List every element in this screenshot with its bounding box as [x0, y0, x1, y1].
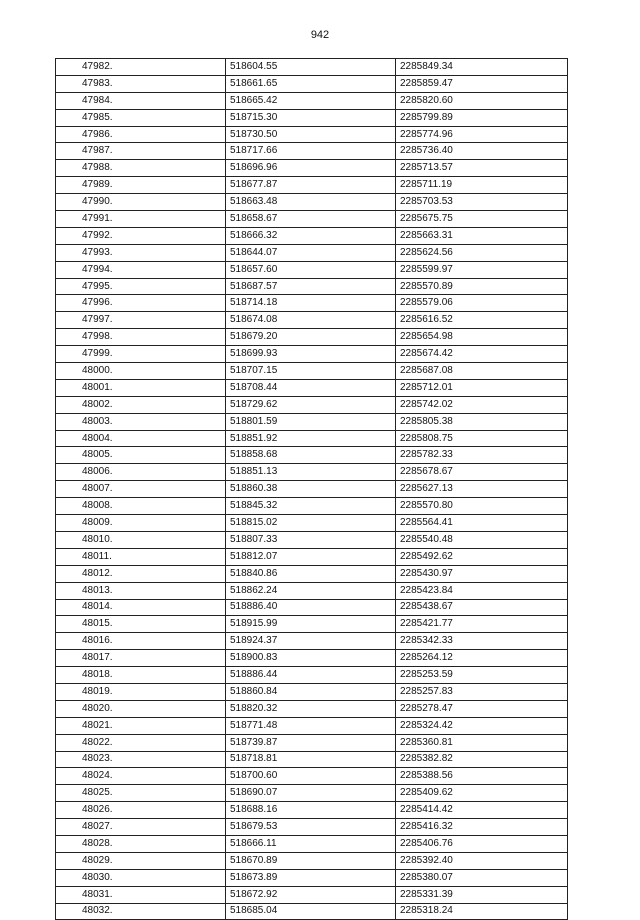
x-coordinate-cell: 518886.44 [226, 667, 396, 684]
x-coordinate-cell: 518666.11 [226, 835, 396, 852]
table-row [56, 447, 568, 464]
y-coordinate-cell: 2285423.84 [396, 582, 568, 599]
table-row [56, 227, 568, 244]
x-coordinate-cell: 518687.57 [226, 278, 396, 295]
y-coordinate-cell: 2285438.67 [396, 599, 568, 616]
table-row [56, 819, 568, 836]
point-number-cell: 48025. [56, 785, 226, 802]
x-coordinate-cell: 518604.55 [226, 59, 396, 76]
point-number-cell: 47996. [56, 295, 226, 312]
x-coordinate-cell: 518661.65 [226, 75, 396, 92]
point-number-cell: 48016. [56, 633, 226, 650]
x-coordinate-cell: 518672.92 [226, 886, 396, 903]
y-coordinate-cell: 2285324.42 [396, 717, 568, 734]
table-row [56, 177, 568, 194]
x-coordinate-cell: 518915.99 [226, 616, 396, 633]
x-coordinate-cell: 518730.50 [226, 126, 396, 143]
x-coordinate-cell: 518690.07 [226, 785, 396, 802]
y-coordinate-cell: 2285674.42 [396, 346, 568, 363]
table-row [56, 548, 568, 565]
point-number-cell: 48027. [56, 819, 226, 836]
table-row [56, 531, 568, 548]
y-coordinate-cell: 2285416.32 [396, 819, 568, 836]
y-coordinate-cell: 2285599.97 [396, 261, 568, 278]
point-number-cell: 48001. [56, 379, 226, 396]
point-number-cell: 48032. [56, 903, 226, 920]
point-number-cell: 47993. [56, 244, 226, 261]
coordinates-table-body [56, 59, 568, 920]
y-coordinate-cell: 2285616.52 [396, 312, 568, 329]
table-row [56, 802, 568, 819]
table-row [56, 498, 568, 515]
y-coordinate-cell: 2285627.13 [396, 481, 568, 498]
table-row [56, 768, 568, 785]
point-number-cell: 48008. [56, 498, 226, 515]
x-coordinate-cell: 518860.38 [226, 481, 396, 498]
table-row [56, 734, 568, 751]
point-number-cell: 48011. [56, 548, 226, 565]
point-number-cell: 48020. [56, 700, 226, 717]
x-coordinate-cell: 518771.48 [226, 717, 396, 734]
table-row [56, 430, 568, 447]
table-row [56, 835, 568, 852]
x-coordinate-cell: 518924.37 [226, 633, 396, 650]
x-coordinate-cell: 518815.02 [226, 515, 396, 532]
y-coordinate-cell: 2285808.75 [396, 430, 568, 447]
y-coordinate-cell: 2285492.62 [396, 548, 568, 565]
point-number-cell: 48000. [56, 363, 226, 380]
table-row [56, 75, 568, 92]
table-row [56, 92, 568, 109]
point-number-cell: 48023. [56, 751, 226, 768]
y-coordinate-cell: 2285540.48 [396, 531, 568, 548]
point-number-cell: 47997. [56, 312, 226, 329]
x-coordinate-cell: 518851.13 [226, 464, 396, 481]
point-number-cell: 48026. [56, 802, 226, 819]
point-number-cell: 48003. [56, 413, 226, 430]
y-coordinate-cell: 2285331.39 [396, 886, 568, 903]
point-number-cell: 48009. [56, 515, 226, 532]
table-row [56, 363, 568, 380]
x-coordinate-cell: 518688.16 [226, 802, 396, 819]
x-coordinate-cell: 518718.81 [226, 751, 396, 768]
table-row [56, 751, 568, 768]
point-number-cell: 48004. [56, 430, 226, 447]
x-coordinate-cell: 518715.30 [226, 109, 396, 126]
x-coordinate-cell: 518862.24 [226, 582, 396, 599]
table-row [56, 633, 568, 650]
table-row [56, 700, 568, 717]
point-number-cell: 47994. [56, 261, 226, 278]
y-coordinate-cell: 2285820.60 [396, 92, 568, 109]
x-coordinate-cell: 518812.07 [226, 548, 396, 565]
point-number-cell: 48019. [56, 683, 226, 700]
y-coordinate-cell: 2285430.97 [396, 565, 568, 582]
y-coordinate-cell: 2285414.42 [396, 802, 568, 819]
table-row [56, 211, 568, 228]
point-number-cell: 47987. [56, 143, 226, 160]
point-number-cell: 47995. [56, 278, 226, 295]
y-coordinate-cell: 2285774.96 [396, 126, 568, 143]
point-number-cell: 48017. [56, 650, 226, 667]
point-number-cell: 47990. [56, 194, 226, 211]
point-number-cell: 48024. [56, 768, 226, 785]
point-number-cell: 48029. [56, 852, 226, 869]
y-coordinate-cell: 2285663.31 [396, 227, 568, 244]
table-row [56, 278, 568, 295]
point-number-cell: 48022. [56, 734, 226, 751]
point-number-cell: 48013. [56, 582, 226, 599]
x-coordinate-cell: 518900.83 [226, 650, 396, 667]
y-coordinate-cell: 2285570.89 [396, 278, 568, 295]
x-coordinate-cell: 518801.59 [226, 413, 396, 430]
point-number-cell: 48006. [56, 464, 226, 481]
point-number-cell: 47991. [56, 211, 226, 228]
y-coordinate-cell: 2285711.19 [396, 177, 568, 194]
coordinates-table [55, 58, 568, 920]
x-coordinate-cell: 518657.60 [226, 261, 396, 278]
y-coordinate-cell: 2285421.77 [396, 616, 568, 633]
table-row [56, 869, 568, 886]
table-row [56, 616, 568, 633]
point-number-cell: 48012. [56, 565, 226, 582]
table-row [56, 160, 568, 177]
table-row [56, 481, 568, 498]
table-row [56, 717, 568, 734]
y-coordinate-cell: 2285382.82 [396, 751, 568, 768]
x-coordinate-cell: 518845.32 [226, 498, 396, 515]
table-row [56, 903, 568, 920]
x-coordinate-cell: 518677.87 [226, 177, 396, 194]
x-coordinate-cell: 518851.92 [226, 430, 396, 447]
x-coordinate-cell: 518663.48 [226, 194, 396, 211]
x-coordinate-cell: 518729.62 [226, 396, 396, 413]
y-coordinate-cell: 2285318.24 [396, 903, 568, 920]
point-number-cell: 48030. [56, 869, 226, 886]
table-row [56, 852, 568, 869]
y-coordinate-cell: 2285859.47 [396, 75, 568, 92]
x-coordinate-cell: 518700.60 [226, 768, 396, 785]
x-coordinate-cell: 518707.15 [226, 363, 396, 380]
table-row [56, 59, 568, 76]
table-row [56, 683, 568, 700]
x-coordinate-cell: 518644.07 [226, 244, 396, 261]
y-coordinate-cell: 2285687.08 [396, 363, 568, 380]
y-coordinate-cell: 2285564.41 [396, 515, 568, 532]
point-number-cell: 47998. [56, 329, 226, 346]
point-number-cell: 48007. [56, 481, 226, 498]
y-coordinate-cell: 2285253.59 [396, 667, 568, 684]
x-coordinate-cell: 518840.86 [226, 565, 396, 582]
y-coordinate-cell: 2285360.81 [396, 734, 568, 751]
point-number-cell: 48014. [56, 599, 226, 616]
x-coordinate-cell: 518685.04 [226, 903, 396, 920]
x-coordinate-cell: 518679.53 [226, 819, 396, 836]
point-number-cell: 48005. [56, 447, 226, 464]
point-number-cell: 47984. [56, 92, 226, 109]
table-row [56, 329, 568, 346]
point-number-cell: 47985. [56, 109, 226, 126]
table-row [56, 785, 568, 802]
y-coordinate-cell: 2285570.80 [396, 498, 568, 515]
y-coordinate-cell: 2285278.47 [396, 700, 568, 717]
x-coordinate-cell: 518807.33 [226, 531, 396, 548]
y-coordinate-cell: 2285406.76 [396, 835, 568, 852]
y-coordinate-cell: 2285805.38 [396, 413, 568, 430]
y-coordinate-cell: 2285712.01 [396, 379, 568, 396]
y-coordinate-cell: 2285409.62 [396, 785, 568, 802]
point-number-cell: 47986. [56, 126, 226, 143]
point-number-cell: 48031. [56, 886, 226, 903]
x-coordinate-cell: 518714.18 [226, 295, 396, 312]
point-number-cell: 47983. [56, 75, 226, 92]
table-row [56, 244, 568, 261]
x-coordinate-cell: 518665.42 [226, 92, 396, 109]
x-coordinate-cell: 518666.32 [226, 227, 396, 244]
y-coordinate-cell: 2285392.40 [396, 852, 568, 869]
x-coordinate-cell: 518696.96 [226, 160, 396, 177]
table-row [56, 464, 568, 481]
x-coordinate-cell: 518679.20 [226, 329, 396, 346]
x-coordinate-cell: 518886.40 [226, 599, 396, 616]
point-number-cell: 47992. [56, 227, 226, 244]
point-number-cell: 47982. [56, 59, 226, 76]
table-row [56, 295, 568, 312]
point-number-cell: 48018. [56, 667, 226, 684]
table-row [56, 667, 568, 684]
table-row [56, 109, 568, 126]
x-coordinate-cell: 518674.08 [226, 312, 396, 329]
x-coordinate-cell: 518860.84 [226, 683, 396, 700]
y-coordinate-cell: 2285257.83 [396, 683, 568, 700]
table-row [56, 194, 568, 211]
x-coordinate-cell: 518739.87 [226, 734, 396, 751]
table-row [56, 346, 568, 363]
y-coordinate-cell: 2285675.75 [396, 211, 568, 228]
y-coordinate-cell: 2285742.02 [396, 396, 568, 413]
y-coordinate-cell: 2285579.06 [396, 295, 568, 312]
x-coordinate-cell: 518670.89 [226, 852, 396, 869]
y-coordinate-cell: 2285736.40 [396, 143, 568, 160]
table-row [56, 413, 568, 430]
y-coordinate-cell: 2285799.89 [396, 109, 568, 126]
table-row [56, 312, 568, 329]
x-coordinate-cell: 518699.93 [226, 346, 396, 363]
table-row [56, 565, 568, 582]
x-coordinate-cell: 518658.67 [226, 211, 396, 228]
point-number-cell: 48015. [56, 616, 226, 633]
table-row [56, 515, 568, 532]
table-row [56, 582, 568, 599]
y-coordinate-cell: 2285624.56 [396, 244, 568, 261]
x-coordinate-cell: 518858.68 [226, 447, 396, 464]
point-number-cell: 47999. [56, 346, 226, 363]
point-number-cell: 47989. [56, 177, 226, 194]
table-row [56, 599, 568, 616]
page-number: 942 [310, 29, 330, 41]
y-coordinate-cell: 2285782.33 [396, 447, 568, 464]
point-number-cell: 47988. [56, 160, 226, 177]
y-coordinate-cell: 2285678.67 [396, 464, 568, 481]
point-number-cell: 48021. [56, 717, 226, 734]
y-coordinate-cell: 2285380.07 [396, 869, 568, 886]
y-coordinate-cell: 2285713.57 [396, 160, 568, 177]
point-number-cell: 48028. [56, 835, 226, 852]
point-number-cell: 48010. [56, 531, 226, 548]
table-row [56, 396, 568, 413]
table-row [56, 143, 568, 160]
x-coordinate-cell: 518820.32 [226, 700, 396, 717]
x-coordinate-cell: 518673.89 [226, 869, 396, 886]
table-row [56, 650, 568, 667]
point-number-cell: 48002. [56, 396, 226, 413]
table-row [56, 886, 568, 903]
y-coordinate-cell: 2285342.33 [396, 633, 568, 650]
y-coordinate-cell: 2285703.53 [396, 194, 568, 211]
y-coordinate-cell: 2285849.34 [396, 59, 568, 76]
x-coordinate-cell: 518708.44 [226, 379, 396, 396]
y-coordinate-cell: 2285388.56 [396, 768, 568, 785]
y-coordinate-cell: 2285264.12 [396, 650, 568, 667]
y-coordinate-cell: 2285654.98 [396, 329, 568, 346]
table-row [56, 379, 568, 396]
table-row [56, 126, 568, 143]
x-coordinate-cell: 518717.66 [226, 143, 396, 160]
table-row [56, 261, 568, 278]
